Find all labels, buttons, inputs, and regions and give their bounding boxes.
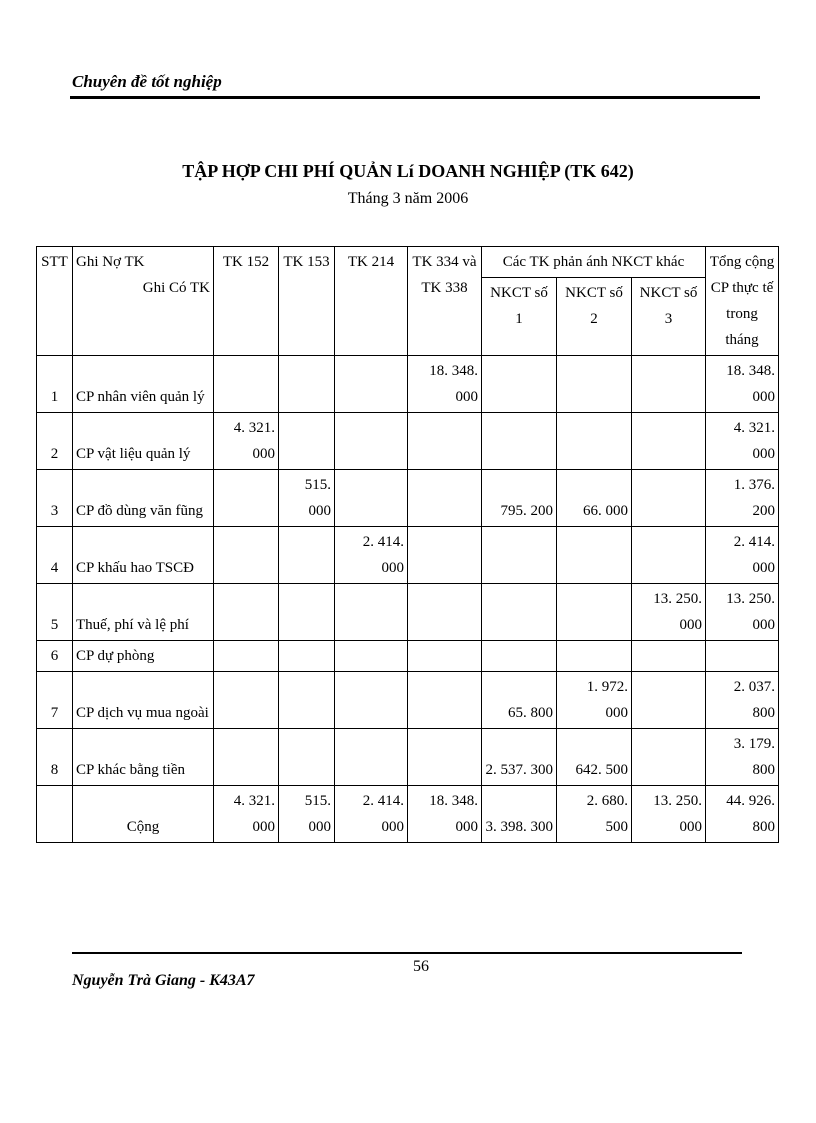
document-header: Chuyên đề tốt nghiệp	[72, 72, 222, 91]
cost-table	[36, 246, 779, 843]
report-subtitle: Tháng 3 năm 2006	[347, 190, 469, 207]
table-row: 8 CP khác bằng tiền 2. 537. 300 642. 500 3. 179. 800	[37, 729, 779, 786]
table-row: 6 CP dự phòng	[37, 641, 779, 672]
col-tk214: TK 214	[335, 247, 408, 356]
col-nkct2: NKCT số 2	[557, 278, 632, 356]
col-nkct3: NKCT số 3	[632, 278, 706, 356]
col-ghi-no: Ghi Nợ TK	[76, 254, 145, 270]
report-title: TẬP HỢP CHI PHÍ QUẢN Lí DOANH NGHIỆP (TK 642)	[182, 161, 634, 181]
table-sum-row: Cộng 4. 321. 000 515. 000 2. 414. 000 18. 348. 000 3. 398. 300 2. 680. 500 13. 250. 000 44. 926. 800	[37, 786, 779, 843]
table-header-row	[37, 247, 779, 278]
col-ghi-co: Ghi Có TK	[142, 280, 210, 296]
table-row: 2 CP vật liệu quản lý 4. 321. 000 4. 321. 000	[37, 413, 779, 470]
col-tk334: TK 334 và TK 338	[408, 247, 482, 356]
col-nkct1: NKCT số 1	[482, 278, 557, 356]
col-tk152: TK 152	[214, 247, 279, 356]
table-row: 4 CP khấu hao TSCĐ 2. 414. 000 2. 414. 000	[37, 527, 779, 584]
col-tk153: TK 153	[279, 247, 335, 356]
col-stt: STT	[37, 247, 73, 356]
table-row: 5 Thuế, phí và lệ phí 13. 250. 000 13. 250. 000	[37, 584, 779, 641]
header-rule	[70, 96, 760, 99]
col-group: Các TK phản ánh NKCT khác	[482, 247, 706, 278]
table-row: 1 CP nhân viên quản lý 18. 348. 000 18. 348. 000	[37, 356, 779, 413]
footer-rule	[72, 952, 742, 954]
table-row: 3 CP đồ dùng văn fũng 515. 000 795. 200 66. 000 1. 376. 200	[37, 470, 779, 527]
col-ghi	[73, 247, 214, 356]
sum-label: Cộng	[73, 786, 214, 843]
page-number: 56	[413, 958, 429, 975]
table-row: 7 CP dịch vụ mua ngoài 65. 800 1. 972. 000 2. 037. 800	[37, 672, 779, 729]
author-footer: Nguyễn Trà Giang - K43A7	[72, 972, 255, 989]
col-total: Tổng cộng CP thực tế trong tháng	[706, 247, 779, 356]
